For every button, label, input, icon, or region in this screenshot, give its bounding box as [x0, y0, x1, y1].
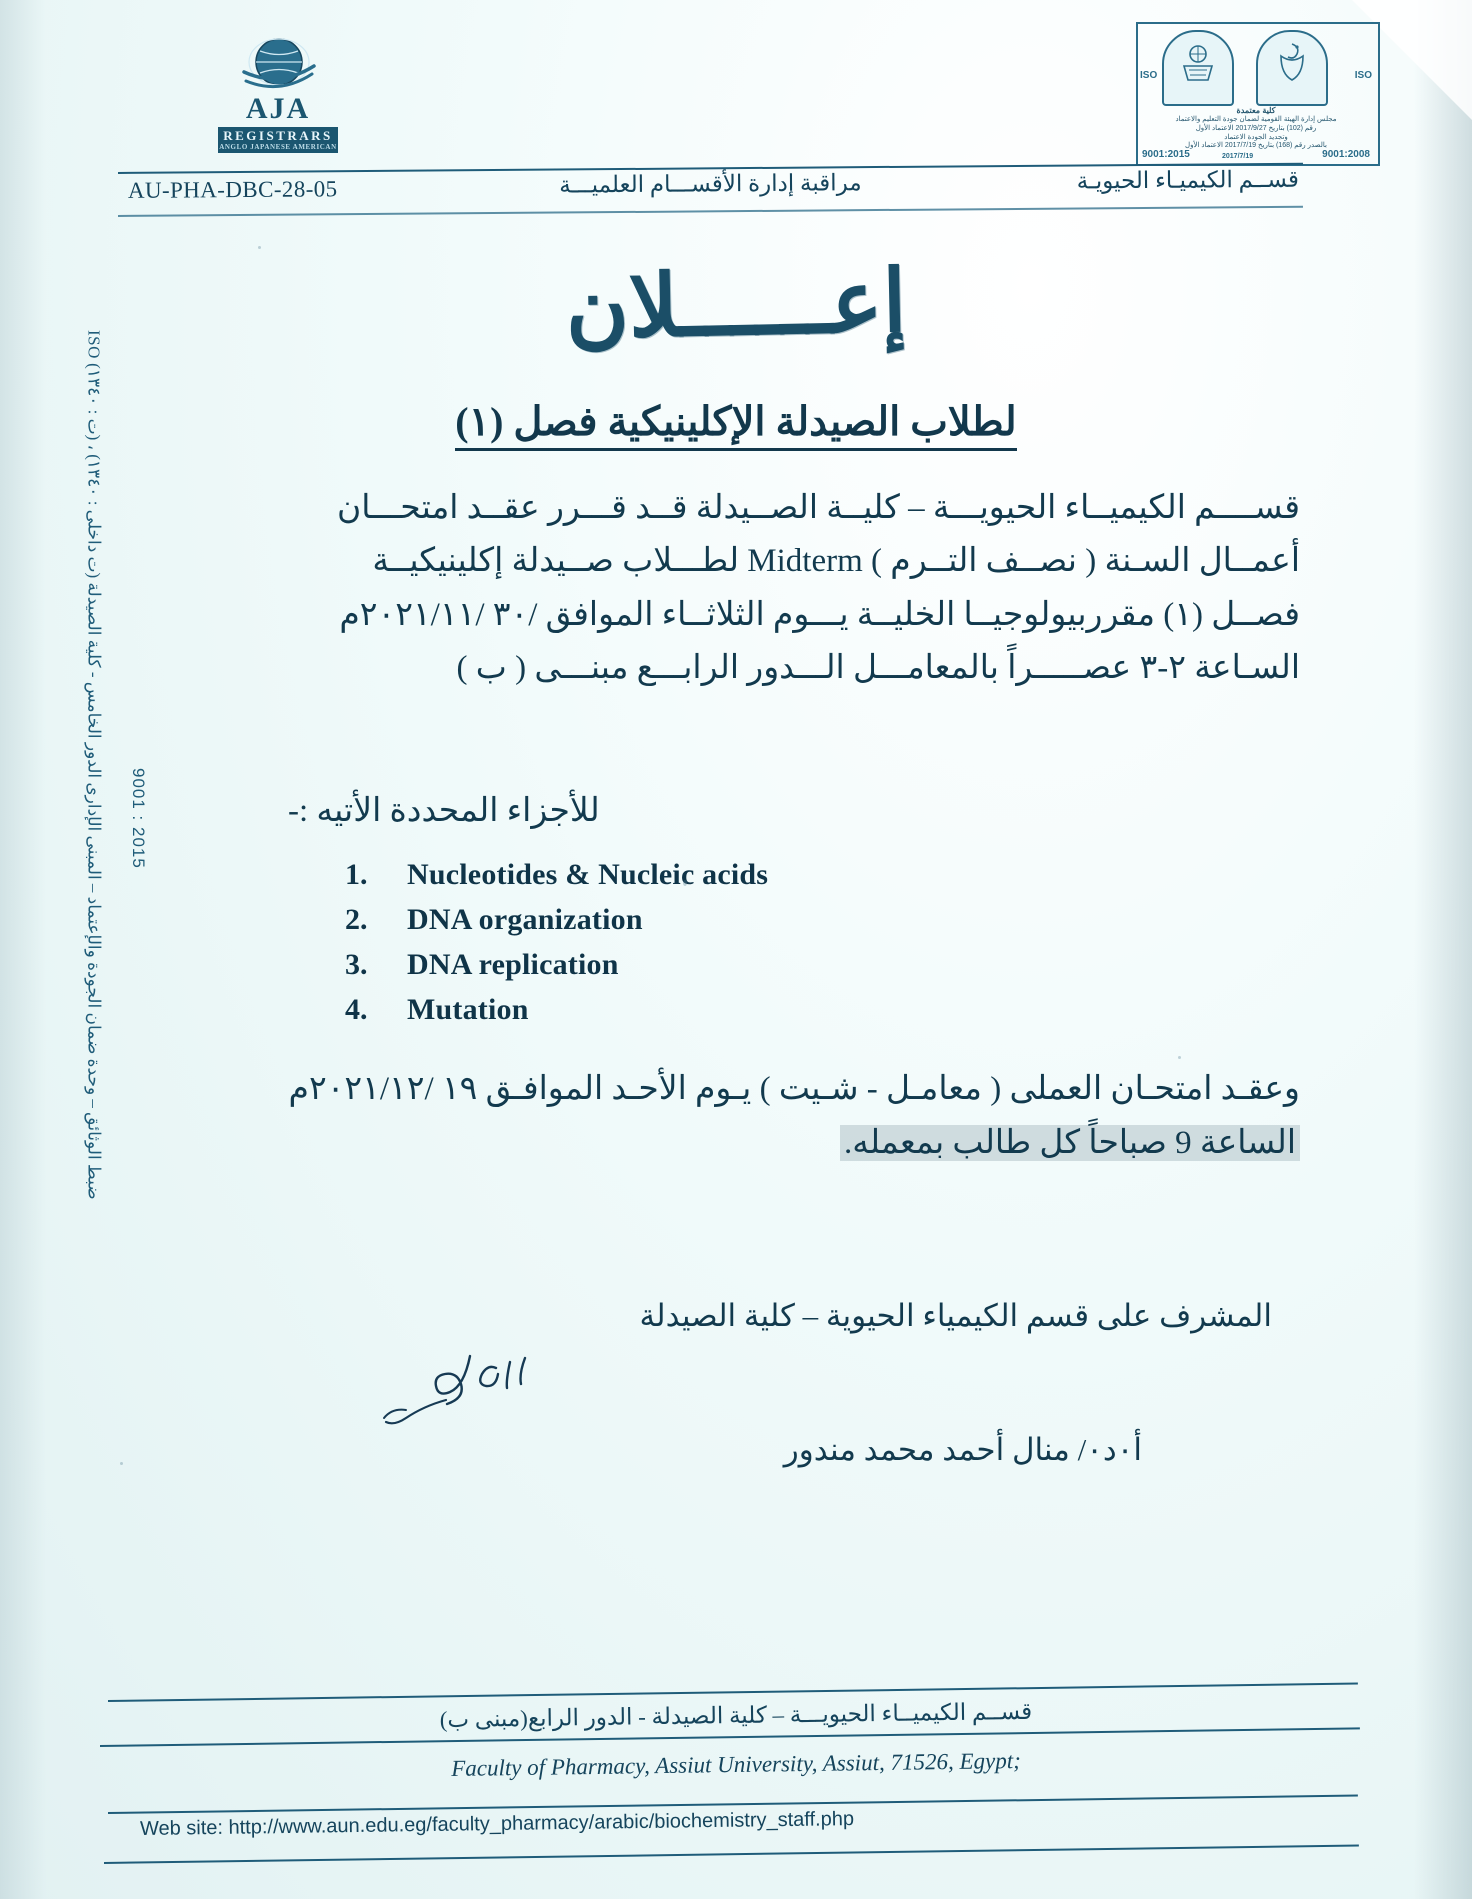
list-item-number: 2.: [345, 903, 368, 936]
seal-title: كلية معتمدة: [1236, 106, 1276, 115]
document-control-side-note: ضبط الوثائق – وحدة ضمان الجودة والإعتماد – المبنى الإدارى الدور الخامس - كلية الصيدلة (ت داخلى : ١٣٤٠) ، (ت : ١٣٤٠) ISO: [84, 330, 104, 1200]
list-item-number: 4.: [345, 993, 368, 1026]
aja-wordmark: [218, 94, 338, 153]
list-item: [345, 858, 1045, 892]
department-name: قســم الكيميـاء الحيويـة: [1076, 166, 1300, 194]
scan-speck: [120, 1462, 123, 1465]
practical-line-1: وعقـد امتحـان العملى ( معامـل - شـيت ) يـوم الأحـد الموافـق ١٩ /٢٠٢١/١٢م: [288, 1071, 1300, 1107]
aja-subtitle: ANGLO JAPANESE AMERICAN: [219, 143, 337, 151]
footer-english-address: Faculty of Pharmacy, Assiut University, Assiut, 71526, Egypt;: [451, 1748, 1021, 1781]
seal-arch-left: [1162, 30, 1234, 106]
seal-iso-right: ISO: [1354, 70, 1372, 81]
list-item-label: DNA replication: [407, 948, 619, 981]
body-line-4: السـاعة ٢-٣ عصـــــراً بالمعامـــل الـــدور الرابـــع مبنـــى ( ب ): [456, 650, 1300, 687]
seal-line-1: مجلس إدارة الهيئة القومية لضمان جودة التعليم والاعتماد: [1175, 116, 1337, 123]
footer-arabic-address: قســم الكيميــاء الحيويـــة – كلية الصيدلة - الدور الرابع(مبنى ب): [439, 1698, 1033, 1733]
body-line-2-b: لطـــلاب صــيدلة إكلينيكيــة: [372, 543, 740, 580]
aja-registrars-logo: [218, 36, 338, 156]
subtitle-underlined: لطلاب الصيدلة الإكلينيكية فصل (١): [455, 399, 1016, 451]
announcement-subtitle: [0, 398, 1472, 445]
scan-speck: [683, 880, 687, 886]
side-iso-version: 9001 : 2015: [129, 768, 148, 869]
seal-footer: [1136, 140, 1376, 162]
scan-speck: [1178, 1056, 1181, 1059]
aja-name: AJA: [245, 92, 311, 125]
list-item: [345, 903, 1045, 937]
globe-icon: [240, 36, 318, 96]
footer-website: Web site: http://www.aun.edu.eg/faculty_pharmacy/arabic/biochemistry_staff.php: [139, 1808, 855, 1840]
aja-band: REGISTRARS: [218, 127, 338, 144]
seal-line-3: وتجديد الجودة الاعتماد: [1224, 133, 1288, 141]
body-line-3: فصــل (١) مقرربيولوجيــا الخليــة يـــوم الثلاثــاء الموافق /٣٠ /٢٠٢١/١١م: [339, 596, 1300, 633]
list-item-label: Nucleotides & Nucleic acids: [407, 858, 769, 891]
parts-intro-line: للأجزاء المحددة الأتيه :-: [288, 793, 600, 829]
university-emblem-icon: [1175, 40, 1221, 86]
list-item: [345, 948, 1045, 982]
list-item-label: Mutation: [407, 993, 529, 1026]
body-line-1: قســــم الكيميــاء الحيويـــة – كليــة الصــيدلة قــد قـــرر عقــد امتحـــان: [337, 490, 1300, 526]
signatory-name: أ٠د٠/ منال أحمد محمد مندور: [783, 1432, 1142, 1467]
announcement-body: [288, 482, 1300, 696]
list-item-number: 3.: [345, 948, 368, 981]
body-line-2: [288, 535, 1300, 588]
seal-line-2: رقم (102) بتاريخ 2017/9/27 الاعتماد الأول: [1195, 124, 1317, 132]
document-code: AU-PHA-DBC-28-05: [127, 176, 338, 203]
practical-exam-block: [270, 1062, 1300, 1171]
handwritten-signature-icon: [300, 1340, 600, 1430]
header-center-label: مراقبة إدارة الأقســـام العلميـــة: [559, 170, 862, 198]
practical-line-2: [270, 1116, 1300, 1170]
exam-topics-list: [345, 858, 1045, 1038]
seal-badge-date: 2017/7/19: [1222, 153, 1254, 160]
pharmacy-bowl-of-hygieia-icon: [1269, 40, 1315, 86]
seal-badge-left: 9001:2015: [1142, 149, 1190, 160]
body-line-2-a: أعمــال السـنة ( نصــف التــرم ): [871, 543, 1300, 580]
practical-line-2-highlight: الساعة 9 صباحاً كل طالب بمعمله.: [840, 1125, 1300, 1161]
list-item: [345, 993, 1045, 1027]
midterm-label: Midterm: [747, 543, 863, 580]
signature-title: المشرف على قسم الكيمياء الحيوية – كلية الصيدلة: [639, 1298, 1272, 1333]
scan-speck: [258, 246, 261, 249]
list-item-number: 1.: [345, 858, 368, 891]
announcement-title: إعــــــلان: [564, 253, 908, 357]
seal-arch-right: [1256, 30, 1328, 106]
seal-badge-right: 9001:2008: [1322, 149, 1370, 160]
footer-rule-4: [104, 1844, 1359, 1864]
list-item-label: DNA organization: [407, 903, 643, 936]
seal-iso-left: ISO: [1140, 70, 1158, 81]
seal-line-4: بالصدر رقم (168) بتاريخ 2017/7/19 الاعتماد الأول: [1185, 142, 1327, 150]
accreditation-seal: [1136, 22, 1376, 162]
